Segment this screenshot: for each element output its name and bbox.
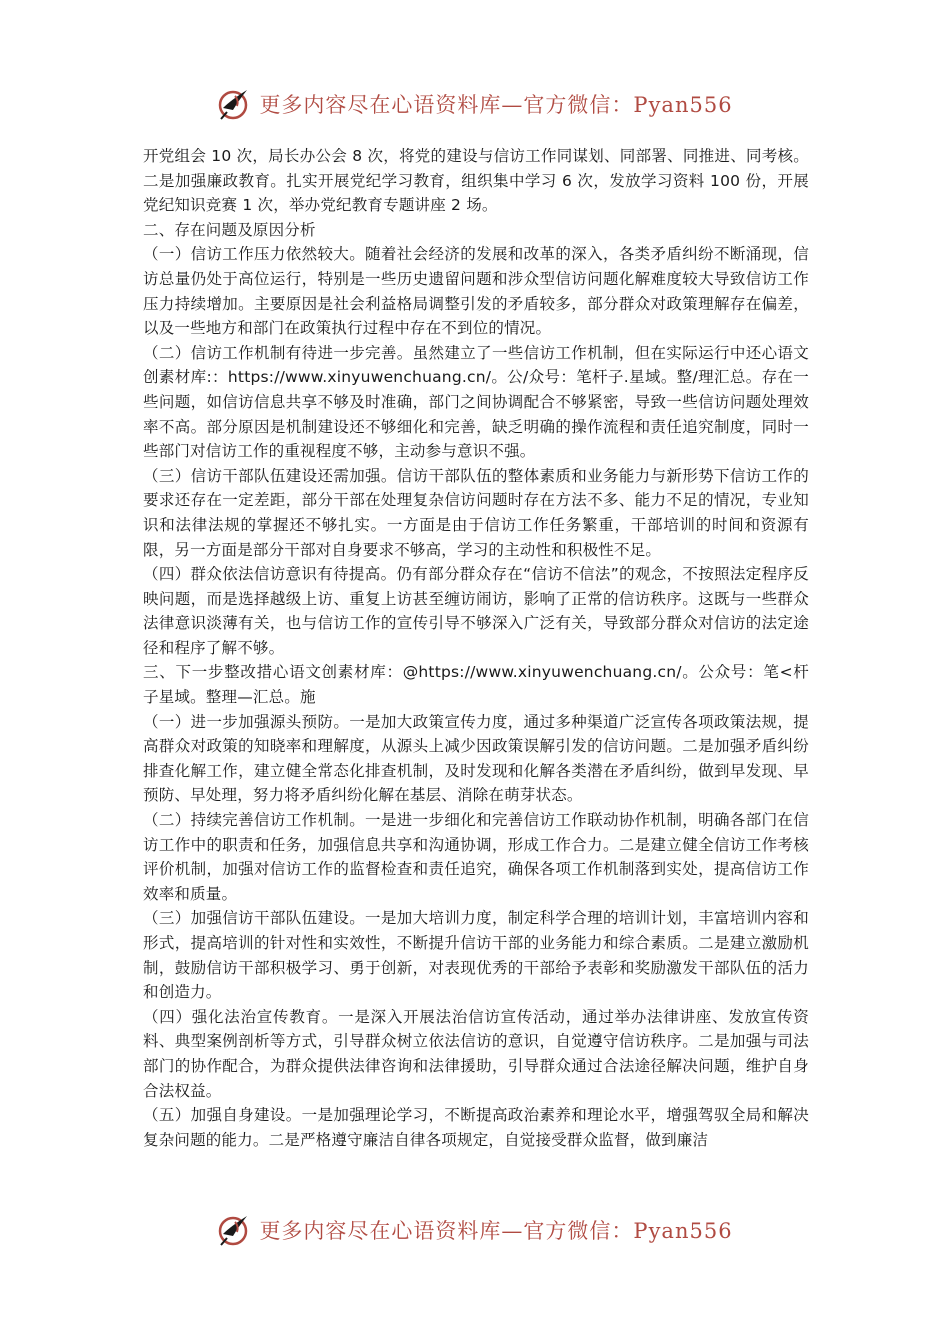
paragraph: （一）信访工作压力依然较大。随着社会经济的发展和改革的深入，各类矛盾纠纷不断涌现，信访总量仍处于高位运行，特别是一些历史遗留问题和涉众型信访问题化解难度较大导致信访工作压力持续增加。主要原因是社会利益格局调整引发的矛盾较多，部分群众对政策理解存在偏差，以及一些地方和部门在政策执行过程中存在不到位的情况。 bbox=[143, 245, 809, 338]
section-heading: 二、存在问题及原因分析 bbox=[143, 220, 316, 239]
paragraph: 开党组会 10 次，局长办公会 8 次，将党的建设与信访工作同谋划、同部署、同推进、同考核。二是加强廉政教育。扎实开展党纪学习教育，组织集中学习 6 次，发放学习资料 100 份，开展党纪知识竞赛 1 次，举办党纪教育专题讲座 2 场。 bbox=[143, 147, 809, 215]
paragraph: （四）群众依法信访意识有待提高。仍有部分群众存在“信访不信法”的观念，不按照法定程序反映问题，而是选择越级上访、重复上访甚至缠访闹访，影响了正常的信访秩序。这既与一些群众法律意识淡薄有关，也与信访工作的宣传引导不够深入广泛有关，导致部分群众对信访的法定途径和程序了解不够。 bbox=[143, 565, 809, 657]
footer-watermark-banner bbox=[0, 1208, 950, 1252]
section-heading: 三、下一步整改措心语文创素材库：@https://www.xinyuwenchuang.cn/。公众号：笔<杆子星域。整理—汇总。施 bbox=[143, 663, 809, 707]
header-banner-text: 更多内容尽在心语资料库—官方微信：Pyan556 bbox=[259, 93, 733, 117]
quill-logo-icon bbox=[217, 86, 253, 122]
header-watermark-banner bbox=[0, 82, 950, 126]
quill-logo-icon bbox=[217, 1212, 253, 1248]
document-body bbox=[143, 144, 809, 1152]
paragraph: （三）信访干部队伍建设还需加强。信访干部队伍的整体素质和业务能力与新形势下信访工作的要求还存在一定差距，部分干部在处理复杂信访问题时存在方法不多、能力不足的情况，专业知识和法律法规的掌握还不够扎实。一方面是由于信访工作任务繁重，干部培训的时间和资源有限，另一方面是部分干部对自身要求不够高，学习的主动性和积极性不足。 bbox=[143, 466, 809, 559]
paragraph: （四）强化法治宣传教育。一是深入开展法治信访宣传活动，通过举办法律讲座、发放宣传资料、典型案例剖析等方式，引导群众树立依法信访的意识，自觉遵守信访秩序。二是加强与司法部门的协作配合，为群众提供法律咨询和法律援助，引导群众通过合法途径解决问题，维护自身合法权益。 bbox=[143, 1007, 809, 1100]
footer-banner-text: 更多内容尽在心语资料库—官方微信：Pyan556 bbox=[259, 1219, 733, 1243]
paragraph: （一）进一步加强源头预防。一是加大政策宣传力度，通过多种渠道广泛宣传各项政策法规，提高群众对政策的知晓率和理解度，从源头上减少因政策误解引发的信访问题。二是加强矛盾纠纷排查化解工作，建立健全常态化排查机制，及时发现和化解各类潜在矛盾纠纷，做到早发现、早预防、早处理，努力将矛盾纠纷化解在基层、消除在萌芽状态。 bbox=[143, 712, 809, 805]
paragraph: （三）加强信访干部队伍建设。一是加大培训力度，制定科学合理的培训计划，丰富培训内容和形式，提高培训的针对性和实效性，不断提升信访干部的业务能力和综合素质。二是建立激励机制，鼓励信访干部积极学习、勇于创新，对表现优秀的干部给予表彰和奖励激发干部队伍的活力和创造力。 bbox=[143, 909, 809, 1002]
paragraph: （二）持续完善信访工作机制。一是进一步细化和完善信访工作联动协作机制，明确各部门在信访工作中的职责和任务，加强信息共享和沟通协调，形成工作合力。二是建立健全信访工作考核评价机制，加强对信访工作的监督检查和责任追究，确保各项工作机制落到实处，提高信访工作效率和质量。 bbox=[143, 811, 809, 903]
paragraph: （二）信访工作机制有待进一步完善。虽然建立了一些信访工作机制，但在实际运行中还心语文创素材库:：https://www.xinyuwenchuang.cn/。公/众号：笔杆子.星域。整/理汇总。存在一些问题，如信访信息共享不够及时准确，部门之间协调配合不够紧密，导致一些信访问题处理效率不高。部分原因是机制建设还不够细化和完善，缺乏明确的操作流程和责任追究制度，同时一些部门对信访工作的重视程度不够，主动参与意识不强。 bbox=[143, 343, 809, 461]
paragraph: （五）加强自身建设。一是加强理论学习，不断提高政治素养和理论水平，增强驾驭全局和解决复杂问题的能力。二是严格遵守廉洁自律各项规定，自觉接受群众监督，做到廉洁 bbox=[143, 1106, 809, 1149]
